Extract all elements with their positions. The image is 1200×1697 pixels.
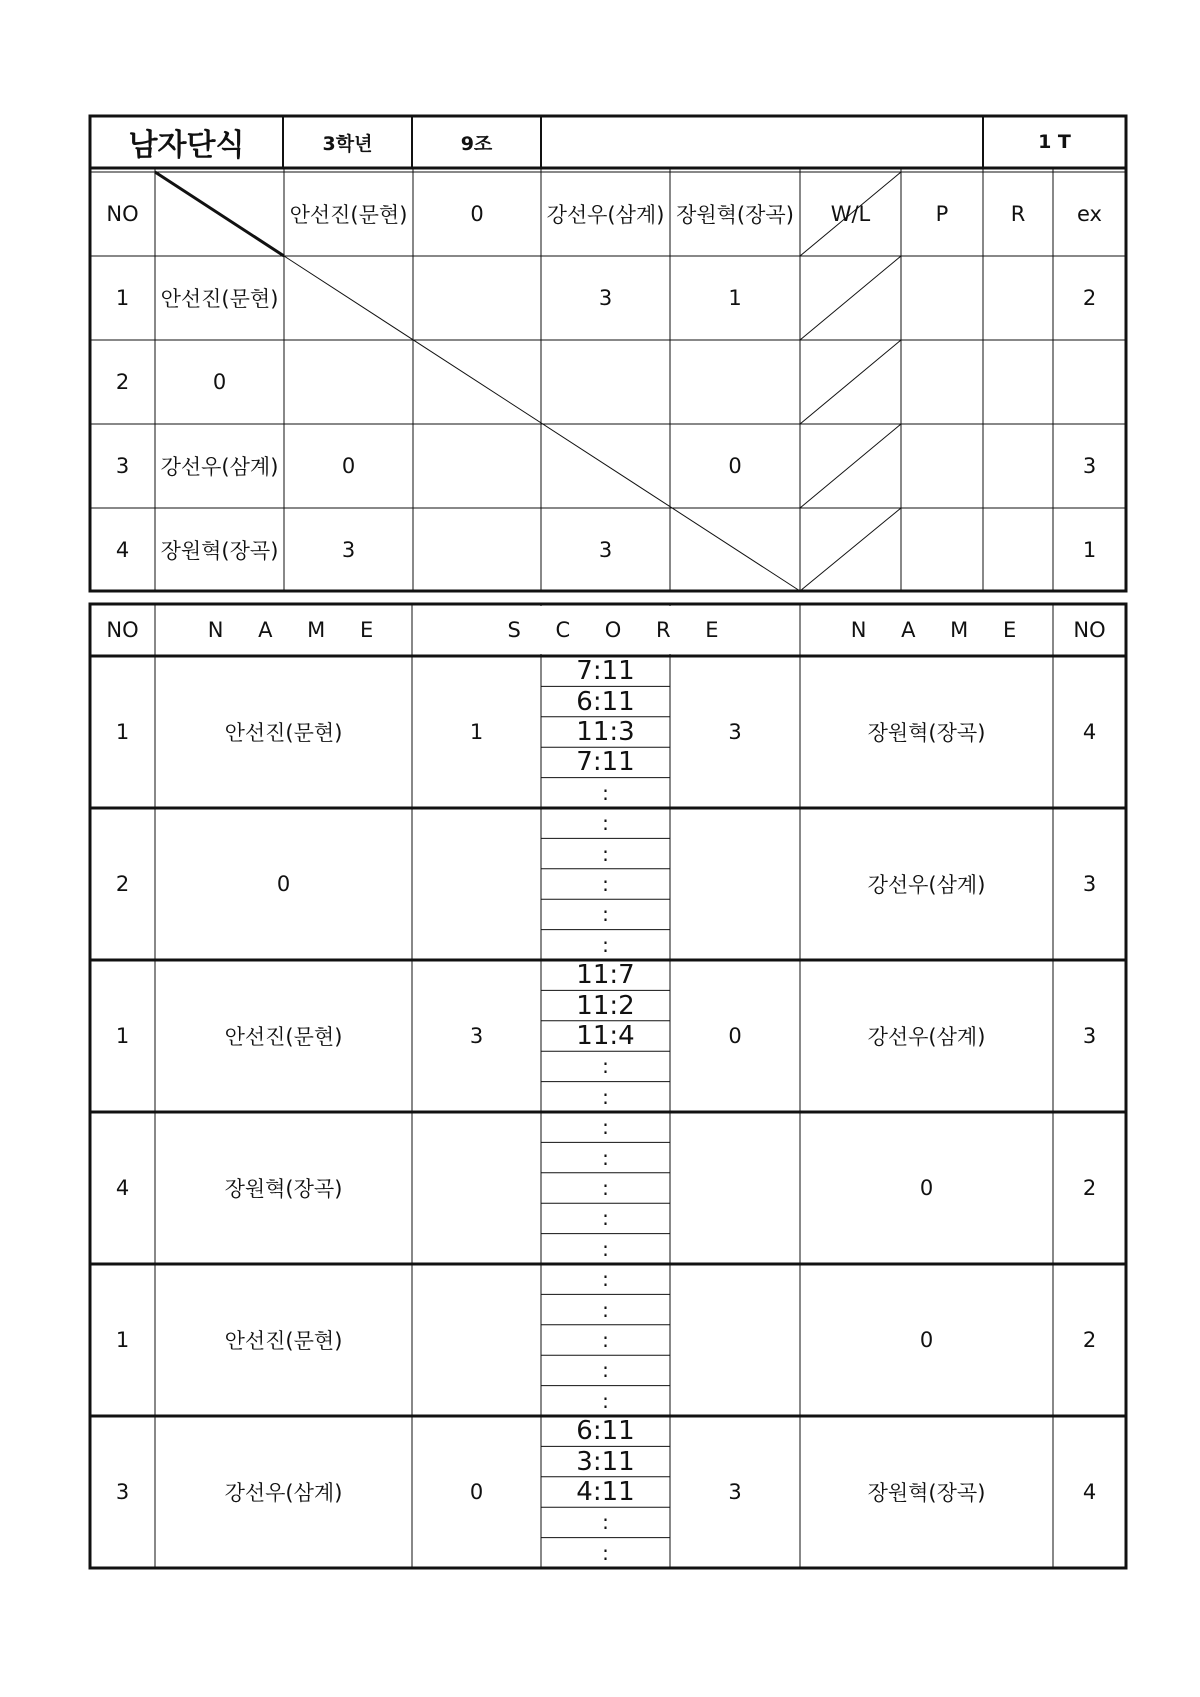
match-no-left: 3 xyxy=(115,1480,130,1504)
league-col-no: NO xyxy=(106,202,139,226)
game-score: 7:11 xyxy=(576,656,635,687)
game-score: : xyxy=(602,1206,609,1231)
match-sets-left: 0 xyxy=(469,1480,484,1504)
matches-col-name-right: N A M E xyxy=(850,618,1031,642)
match-no-right: 4 xyxy=(1082,1480,1097,1504)
game-score: 11:2 xyxy=(576,990,635,1021)
league-result-cell xyxy=(413,424,541,508)
match-name-right: 장원혁(장곡) xyxy=(867,1481,986,1505)
match-sets-right: 0 xyxy=(728,1024,742,1048)
league-col-player: 강선우(삼계) xyxy=(546,203,665,227)
game-score: : xyxy=(602,1297,609,1322)
league-row-ex: 1 xyxy=(1082,537,1097,562)
corner-diagonal xyxy=(155,172,284,256)
matches-col-name-left: N A M E xyxy=(207,618,388,642)
match-name-right: 장원혁(장곡) xyxy=(867,721,986,745)
league-result-cell xyxy=(670,508,800,591)
league-result-cell xyxy=(670,340,800,424)
league-row-no: 4 xyxy=(115,537,130,562)
league-result-cell: 3 xyxy=(598,286,613,310)
game-score: : xyxy=(602,1388,609,1413)
event-title: 남자단식 xyxy=(128,128,245,163)
league-col-r: R xyxy=(1010,202,1026,226)
wl-slash xyxy=(800,340,901,424)
game-score: 11:7 xyxy=(576,960,635,991)
group-label: 9조 xyxy=(460,132,493,155)
league-result-cell xyxy=(413,508,541,591)
wl-slash xyxy=(800,424,901,508)
match-sets-left xyxy=(412,1112,541,1264)
match-sets-right xyxy=(670,1112,800,1264)
league-result-cell xyxy=(541,424,670,508)
wl-slash xyxy=(800,508,901,591)
league-col-player: 장원혁(장곡) xyxy=(676,203,794,227)
game-score: : xyxy=(602,1054,609,1079)
game-score: : xyxy=(602,1510,609,1535)
match-no-left: 1 xyxy=(115,1024,130,1048)
league-col-wl: W/L xyxy=(830,202,871,226)
match-no-right: 3 xyxy=(1082,1024,1097,1048)
match-name-left: 0 xyxy=(276,872,291,896)
game-score: 11:3 xyxy=(576,716,635,747)
match-no-left: 4 xyxy=(115,1176,130,1200)
match-name-left: 안선진(문현) xyxy=(224,1025,343,1049)
game-score: : xyxy=(602,1115,609,1140)
match-no-left: 2 xyxy=(115,872,130,896)
league-col-player: 안선진(문현) xyxy=(289,203,408,227)
match-sets-right xyxy=(670,1264,800,1416)
game-score: : xyxy=(602,1267,609,1292)
match-sets-left xyxy=(412,1264,541,1416)
league-result-cell xyxy=(284,340,413,424)
matches-col-score: S C O R E xyxy=(507,618,733,642)
league-row-name: 강선우(삼계) xyxy=(160,455,279,479)
match-no-right: 3 xyxy=(1082,872,1097,896)
grade-label: 3학년 xyxy=(322,132,373,155)
league-result-cell: 1 xyxy=(728,286,742,310)
game-score: : xyxy=(602,1145,609,1170)
game-score: : xyxy=(602,932,609,957)
matches-col-no-left: NO xyxy=(106,618,139,642)
game-score: : xyxy=(602,1540,609,1565)
match-name-right: 0 xyxy=(919,1176,934,1200)
match-name-left: 장원혁(장곡) xyxy=(224,1177,343,1201)
league-row-ex xyxy=(1053,340,1126,424)
game-score: : xyxy=(602,811,609,836)
match-name-left: 강선우(삼계) xyxy=(224,1481,343,1505)
league-col-player: 0 xyxy=(470,202,484,226)
game-score: : xyxy=(602,1236,609,1261)
game-score: 3:11 xyxy=(576,1446,635,1477)
match-name-left: 안선진(문현) xyxy=(224,1329,343,1353)
match-sets-left xyxy=(412,808,541,960)
game-score: 6:11 xyxy=(576,1416,635,1447)
league-result-cell xyxy=(541,340,670,424)
wl-slash xyxy=(800,256,901,340)
league-result-cell: 3 xyxy=(598,537,613,562)
league-row-ex: 2 xyxy=(1082,286,1097,310)
league-row-ex: 3 xyxy=(1082,454,1097,478)
game-score: 7:11 xyxy=(576,747,635,778)
game-score: : xyxy=(602,780,609,805)
match-sets-left: 3 xyxy=(469,1024,484,1048)
match-no-right: 4 xyxy=(1082,720,1097,744)
league-result-cell: 0 xyxy=(728,454,742,478)
league-col-p: P xyxy=(935,202,949,226)
match-no-left: 1 xyxy=(115,720,130,744)
game-score: 6:11 xyxy=(576,686,635,717)
league-result-cell xyxy=(284,256,413,340)
league-result-cell xyxy=(413,340,541,424)
game-score: : xyxy=(602,1327,609,1352)
game-score: 11:4 xyxy=(576,1020,635,1051)
header-blank xyxy=(541,116,983,168)
match-sets-right xyxy=(670,808,800,960)
game-score: : xyxy=(602,1175,609,1200)
match-sets-left: 1 xyxy=(469,720,484,744)
league-result-cell: 3 xyxy=(341,537,356,562)
league-row-no: 1 xyxy=(115,286,130,310)
match-name-right: 0 xyxy=(919,1328,934,1352)
game-score: : xyxy=(602,841,609,866)
league-result-cell: 0 xyxy=(341,454,356,478)
league-row-name: 0 xyxy=(212,370,227,394)
matches-col-no-right: NO xyxy=(1073,618,1106,642)
match-no-left: 1 xyxy=(115,1328,130,1352)
match-no-right: 2 xyxy=(1082,1176,1097,1200)
league-row-no: 3 xyxy=(115,454,130,478)
league-row-name: 안선진(문현) xyxy=(160,287,279,311)
game-score: : xyxy=(602,871,609,896)
game-score: : xyxy=(602,902,609,927)
league-result-cell xyxy=(413,256,541,340)
match-name-right: 강선우(삼계) xyxy=(867,1025,986,1049)
league-row-no: 2 xyxy=(115,370,130,394)
game-score: : xyxy=(602,1084,609,1109)
match-no-right: 2 xyxy=(1082,1328,1097,1352)
table-number: 1 T xyxy=(1038,131,1071,153)
league-row-name: 장원혁(장곡) xyxy=(160,538,279,563)
match-sets-right: 3 xyxy=(728,1480,742,1504)
game-score: : xyxy=(602,1358,609,1383)
league-col-ex: ex xyxy=(1077,202,1102,226)
game-score: 4:11 xyxy=(576,1476,635,1507)
match-sets-right: 3 xyxy=(728,720,742,744)
match-name-right: 강선우(삼계) xyxy=(867,873,986,897)
match-name-left: 안선진(문현) xyxy=(224,721,343,745)
